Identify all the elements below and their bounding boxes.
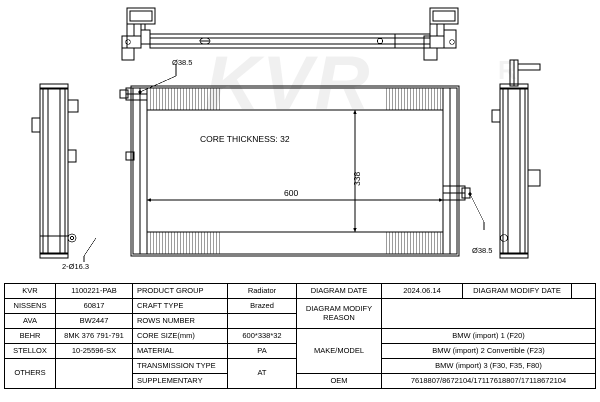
cell-brand-ava: AVA — [5, 314, 56, 329]
cell-value-oem: 7618807/8672104/17117618807/17118672104 — [382, 374, 596, 389]
label-bottom-diameter: Ø38.5 — [472, 246, 493, 255]
cell-label-transmission-type: TRANSMISSION TYPE — [133, 359, 228, 374]
cell-brand-stellox: STELLOX — [5, 344, 56, 359]
cell-label-product-group: PRODUCT GROUP — [133, 284, 228, 299]
cell-label-rows-number: ROWS NUMBER — [133, 314, 228, 329]
cell-make-model-2: BMW (import) 2 Convertible (F23) — [382, 344, 596, 359]
cell-code-ava: BW2447 — [56, 314, 133, 329]
cell-label-craft-type: CRAFT TYPE — [133, 299, 228, 314]
cell-value-craft-type: Brazed — [228, 299, 297, 314]
cell-code-kvr: 1100221-PAB — [56, 284, 133, 299]
cell-value-diagram-date: 2024.06.14 — [382, 284, 463, 299]
cell-value-rows-number — [228, 314, 297, 329]
cell-brand-others: OTHERS — [5, 359, 56, 389]
label-width-dimension: 600 — [284, 188, 299, 198]
cell-value-product-group: Radiator — [228, 284, 297, 299]
cell-make-model-3: BMW (import) 3 (F30, F35, F80) — [382, 359, 596, 374]
watermark-brand: KVR — [205, 41, 372, 126]
cell-value-diagram-modify-reason — [382, 299, 596, 329]
cell-value-material: PA — [228, 344, 297, 359]
cell-brand-kvr: KVR — [5, 284, 56, 299]
cell-code-others — [56, 359, 133, 389]
cell-code-stellox: 10-25596-SX — [56, 344, 133, 359]
label-pin-dimension: 2-Ø16.3 — [62, 262, 90, 271]
cell-label-core-size: CORE SIZE(mm) — [133, 329, 228, 344]
cell-code-nissens: 60817 — [56, 299, 133, 314]
cell-label-supplementary: SUPPLEMENTARY — [133, 374, 228, 389]
watermark-secondary: R — [498, 55, 517, 85]
cell-label-diagram-date: DIAGRAM DATE — [297, 284, 382, 299]
cell-value-transmission-type: AT — [228, 359, 297, 389]
label-core-thickness: CORE THICKNESS: 32 — [200, 134, 290, 144]
cell-label-material: MATERIAL — [133, 344, 228, 359]
cell-label-diagram-modify-date: DIAGRAM MODIFY DATE — [463, 284, 572, 299]
cell-label-oem: OEM — [297, 374, 382, 389]
cell-brand-nissens: NISSENS — [5, 299, 56, 314]
cell-brand-behr: BEHR — [5, 329, 56, 344]
cell-value-core-size: 600*338*32 — [228, 329, 297, 344]
label-height-dimension: 338 — [352, 171, 362, 186]
table-row — [5, 299, 596, 314]
cell-make-model-1: BMW (import) 1 (F20) — [382, 329, 596, 344]
specification-table — [4, 283, 596, 389]
table-row — [5, 284, 596, 299]
cell-label-make-model: MAKE/MODEL — [297, 329, 382, 374]
cell-label-diagram-modify-reason: DIAGRAM MODIFY REASON — [297, 299, 382, 329]
cell-code-behr: 8MK 376 791-791 — [56, 329, 133, 344]
cell-value-diagram-modify-date — [572, 284, 596, 299]
table-row — [5, 329, 596, 344]
label-top-diameter: Ø38.5 — [172, 58, 193, 67]
